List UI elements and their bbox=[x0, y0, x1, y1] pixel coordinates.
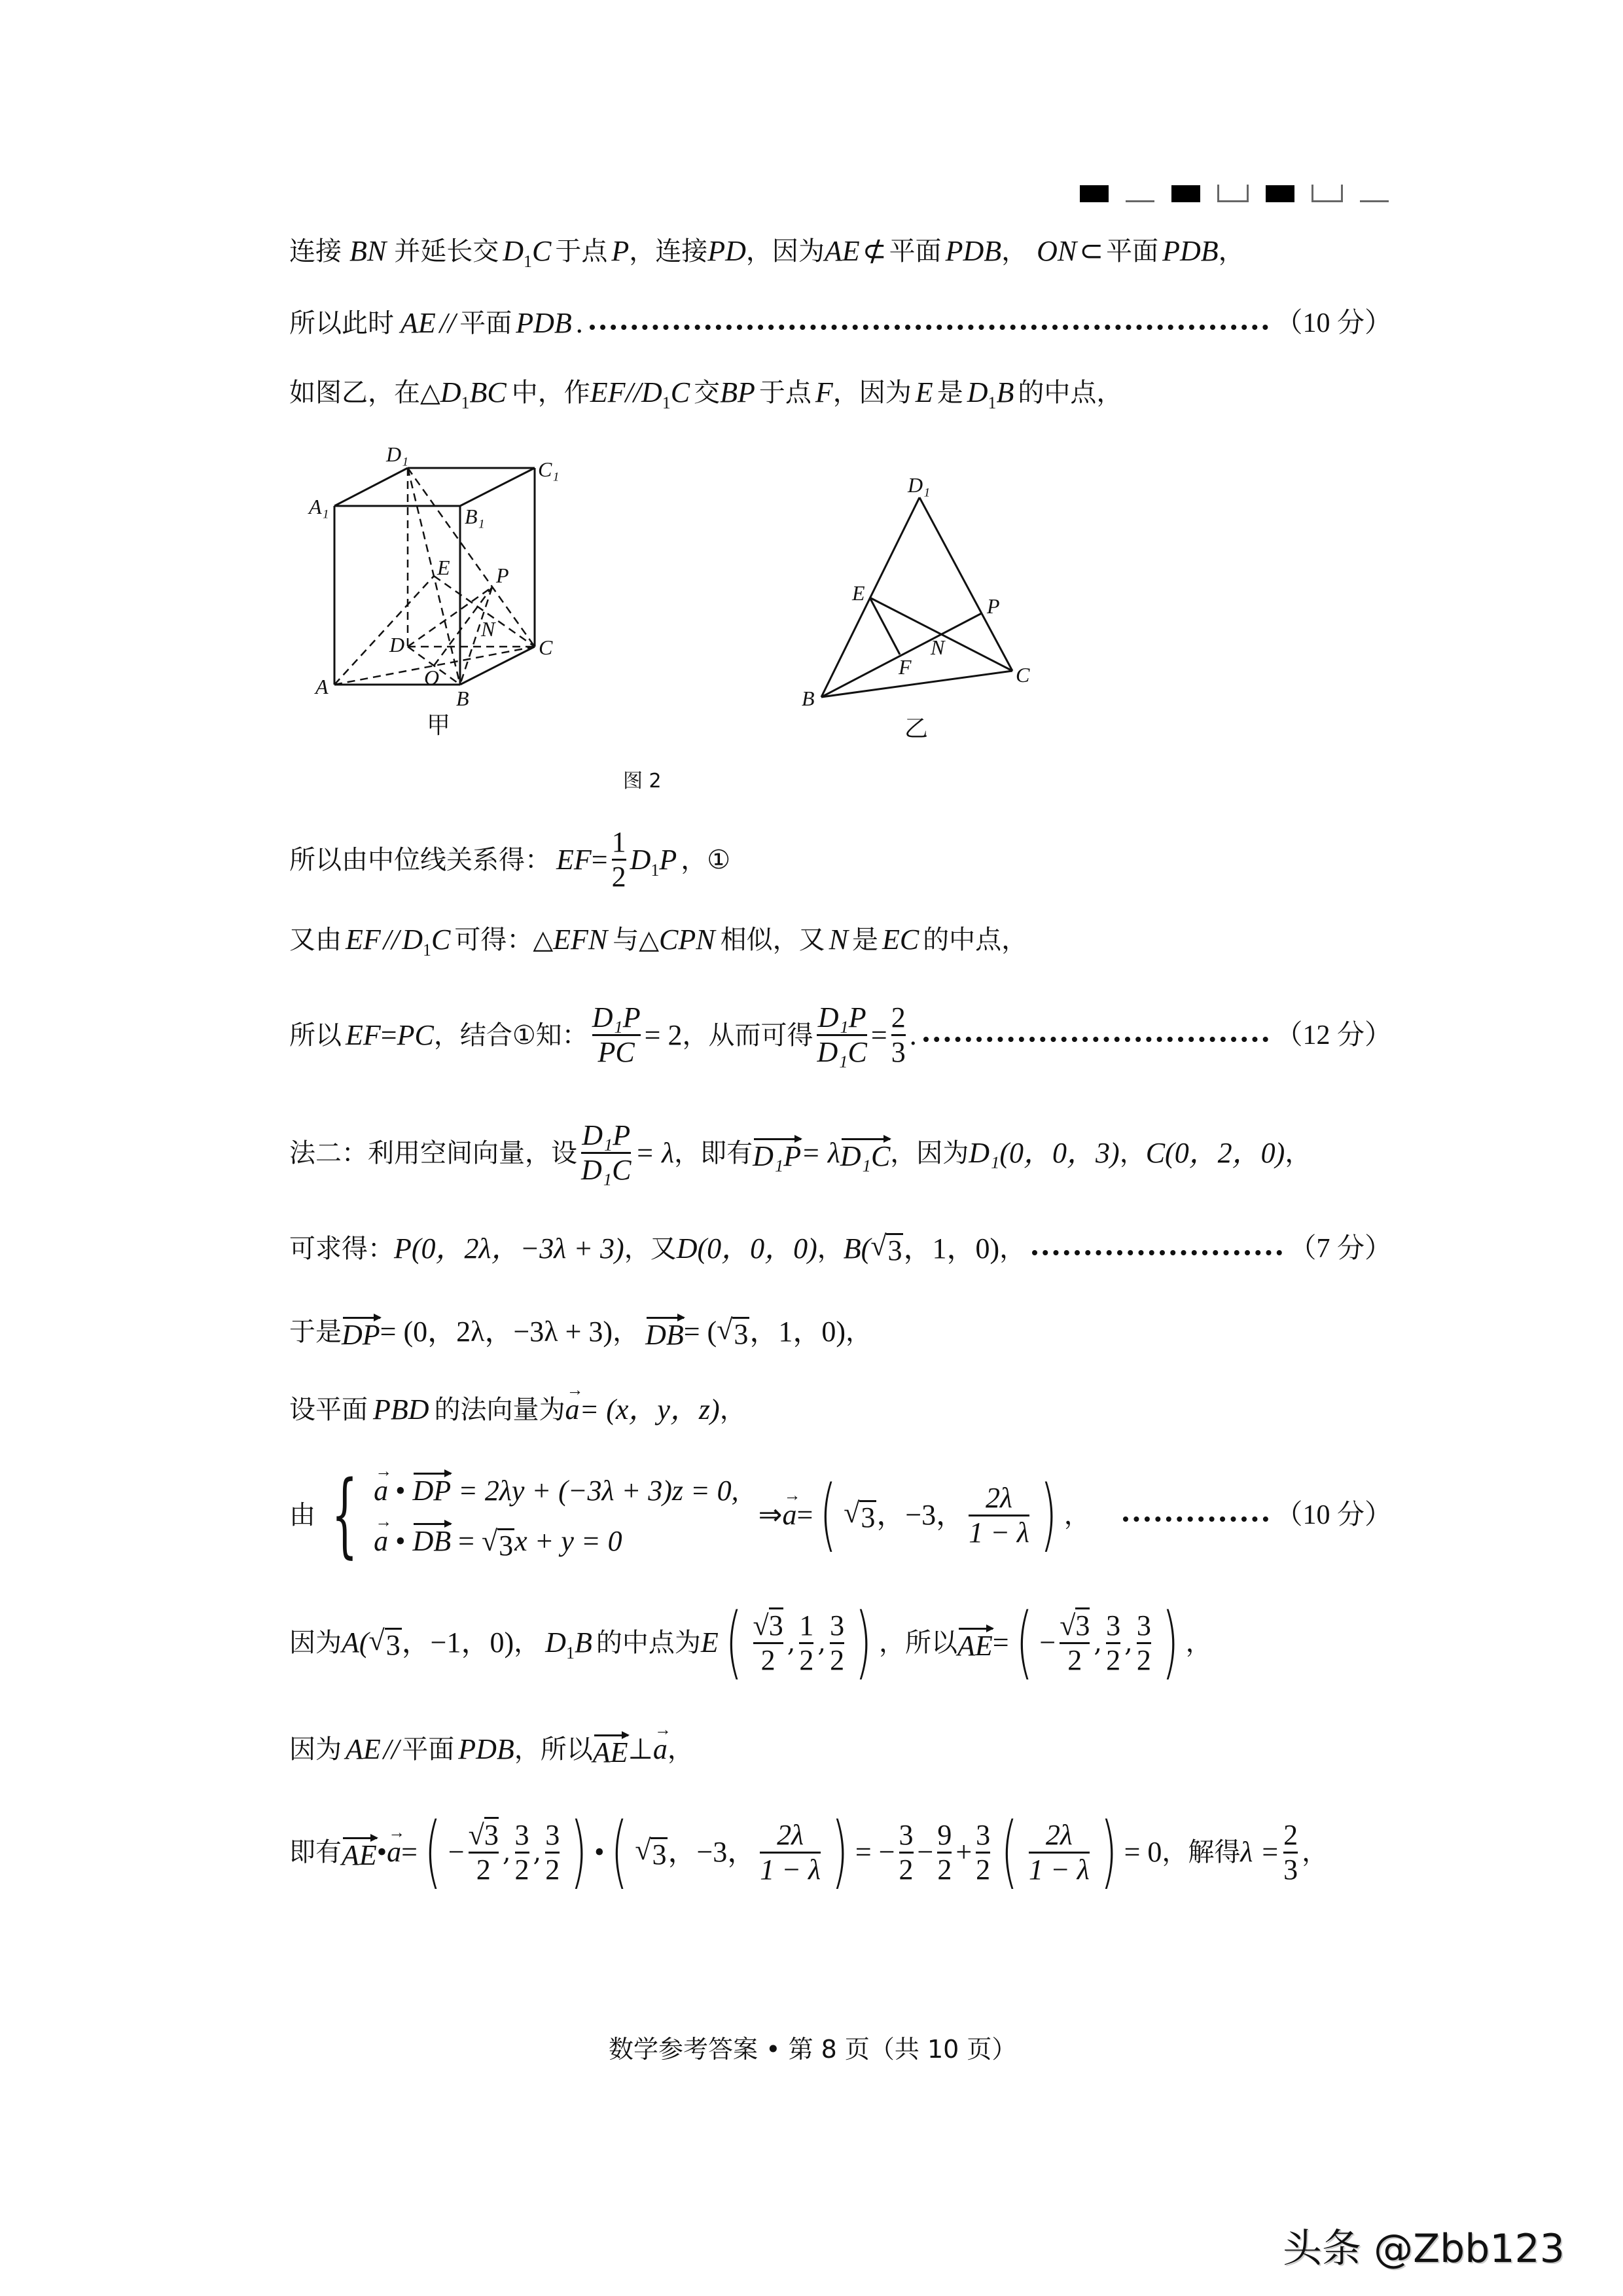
text-line-7 bbox=[289, 1119, 1311, 1187]
left-paren: ( bbox=[725, 1597, 743, 1688]
left-paren: ( bbox=[819, 1469, 837, 1560]
text: ， bbox=[514, 1628, 541, 1658]
text: ，结合①知： bbox=[433, 1020, 588, 1050]
equals: = bbox=[796, 1499, 813, 1531]
text: ， bbox=[1001, 236, 1028, 266]
math-var: EC bbox=[882, 924, 919, 956]
mark-filled bbox=[1266, 185, 1294, 202]
fraction: $\frac{\text{D₁P}}{PC}$ bbox=[592, 1001, 641, 1068]
figure-b-label: 乙 bbox=[904, 715, 929, 742]
point-coord: D₁(0，0，3) bbox=[969, 1136, 1120, 1169]
math-var: PDB bbox=[1162, 235, 1219, 267]
text: ， bbox=[613, 1317, 639, 1347]
text: ，连接 bbox=[629, 236, 708, 266]
text: 并延长交 bbox=[394, 236, 499, 266]
text-line-2 bbox=[289, 308, 1392, 339]
point-label-A: A bbox=[315, 675, 329, 698]
text: 如图乙，在△ bbox=[289, 378, 440, 408]
text: ， bbox=[1185, 1628, 1212, 1658]
implies-symbol: ⇒ bbox=[758, 1499, 783, 1531]
point-coord: D(0，0，0) bbox=[676, 1232, 817, 1265]
text: 即有 bbox=[289, 1837, 342, 1867]
dot-product: • bbox=[376, 1836, 387, 1868]
text: . bbox=[909, 1018, 917, 1051]
math-var: F bbox=[815, 376, 833, 408]
point-label-D: D bbox=[389, 633, 405, 656]
vector-AE: AE bbox=[342, 1833, 377, 1871]
text-line-11 bbox=[289, 1462, 1392, 1568]
math-expr: ，−3， bbox=[876, 1499, 965, 1531]
fraction: $\frac{2}{3}$ bbox=[891, 1001, 906, 1068]
text: ，因为 bbox=[890, 1138, 969, 1168]
math-var: $D_1B$ bbox=[967, 376, 1014, 412]
text: 中，作 bbox=[511, 378, 590, 408]
right-paren: ) bbox=[831, 1806, 849, 1897]
plus: + bbox=[955, 1836, 972, 1868]
text: 相似，又 bbox=[720, 925, 825, 955]
text-line-5 bbox=[289, 924, 1028, 960]
text: 是 bbox=[851, 925, 878, 955]
equals: = bbox=[992, 1626, 1009, 1659]
point-label-C: C bbox=[1016, 663, 1030, 687]
math-var: PDB bbox=[458, 1733, 514, 1765]
math-var: $D_1C$ bbox=[402, 924, 451, 960]
math-var: AE bbox=[346, 1733, 381, 1765]
fraction: $\frac{3}{2}$ bbox=[830, 1609, 845, 1676]
vector-DB: DB bbox=[645, 1313, 684, 1351]
text: 连接 bbox=[289, 236, 342, 266]
text-line-8 bbox=[289, 1230, 1392, 1266]
dot-leader bbox=[590, 325, 1269, 330]
fraction: $\frac{1}{2}$ bbox=[611, 826, 626, 893]
fraction: $\frac{3}{2}$ bbox=[545, 1818, 560, 1886]
fraction: $\frac{\text{D₁P}}{\text{D₁C}}$ bbox=[581, 1119, 632, 1186]
dot-leader bbox=[1032, 1250, 1282, 1255]
text-line-9 bbox=[289, 1313, 872, 1351]
parallel-symbol: // bbox=[625, 376, 641, 408]
point-coord: A( bbox=[342, 1626, 369, 1659]
point-label-B: B bbox=[802, 687, 815, 710]
fraction: $\frac{9}{2}$ bbox=[937, 1818, 952, 1886]
math-var: AE bbox=[824, 235, 860, 267]
math-var: EFN bbox=[553, 924, 608, 956]
fraction: $\frac{2\lambda}{1 - \lambda}$ bbox=[969, 1481, 1029, 1549]
math-var: BN bbox=[349, 235, 387, 267]
text: ， bbox=[1063, 1500, 1090, 1530]
vector-D1C: D₁C bbox=[840, 1134, 890, 1172]
equation-system bbox=[374, 1469, 739, 1562]
text: ， bbox=[1285, 1138, 1311, 1168]
score-label: （10 分） bbox=[1275, 1500, 1392, 1530]
equals: = 0 bbox=[1124, 1836, 1162, 1868]
fraction: $\frac{2\lambda}{1 - \lambda}$ bbox=[1029, 1818, 1090, 1886]
text: 由 bbox=[289, 1500, 315, 1530]
text: 的中点为 bbox=[596, 1628, 701, 1658]
point-label-B1: B₁ bbox=[465, 505, 485, 528]
point-label-F: F bbox=[899, 655, 912, 679]
parallel-symbol: // bbox=[383, 924, 400, 956]
right-paren: ) bbox=[1100, 1806, 1118, 1897]
text: 于点 bbox=[758, 378, 812, 408]
text: ，即有 bbox=[674, 1138, 753, 1168]
sqrt: √ 3 bbox=[635, 1833, 667, 1871]
mark-open bbox=[1217, 185, 1249, 202]
text: 法二：利用空间向量，设 bbox=[289, 1138, 577, 1168]
text: ， bbox=[1119, 1138, 1146, 1168]
text: 平面 bbox=[1106, 236, 1159, 266]
left-paren: ( bbox=[611, 1806, 628, 1897]
point-coord: P(0，2λ，−3λ + 3) bbox=[394, 1232, 624, 1265]
equation-row-1: → a • DP = 2λy + (−3λ + 3)z = 0, bbox=[374, 1469, 739, 1507]
text: ， bbox=[667, 1734, 694, 1765]
right-paren: ) bbox=[1040, 1469, 1058, 1560]
fraction: $\frac{√3}{2}$ bbox=[469, 1819, 499, 1886]
fraction: $\frac{2\lambda}{1 - \lambda}$ bbox=[760, 1818, 821, 1886]
math-var: PBD bbox=[373, 1393, 429, 1426]
fraction: $\frac{3}{2}$ bbox=[514, 1818, 529, 1886]
right-paren: ) bbox=[1162, 1597, 1179, 1688]
math-var: PC bbox=[397, 1018, 434, 1051]
fraction: $\frac{3}{2}$ bbox=[1136, 1609, 1151, 1676]
point-label-B: B bbox=[456, 687, 469, 710]
point-coord: B( bbox=[843, 1232, 871, 1265]
text: ，又 bbox=[624, 1233, 677, 1264]
text: ，解得 bbox=[1162, 1837, 1241, 1867]
text: ，所以 bbox=[514, 1734, 593, 1765]
not-subset-symbol: ⊄ bbox=[862, 235, 887, 267]
mark-filled bbox=[1171, 185, 1200, 202]
text: 所以 bbox=[289, 1020, 342, 1050]
point-coord: ，1，0) bbox=[903, 1232, 1000, 1265]
text: 所以由中位线关系得： bbox=[289, 844, 551, 875]
score-label: （10 分） bbox=[1275, 308, 1392, 338]
text: 平面 bbox=[459, 308, 512, 338]
text: 是 bbox=[936, 378, 963, 408]
text: 的中点， bbox=[923, 925, 1028, 955]
equation-row-2: → a • DB = √ 3 x + y = 0 bbox=[374, 1519, 739, 1562]
math-expr: ，1，0) bbox=[749, 1316, 846, 1348]
math-var: $D_1C$ bbox=[641, 376, 690, 412]
text: 所以此时 bbox=[289, 308, 394, 338]
fraction: $\frac{3}{2}$ bbox=[976, 1818, 991, 1886]
math-var: EF bbox=[556, 843, 592, 876]
point-label-E: E bbox=[437, 556, 450, 579]
vector-a: → a bbox=[653, 1734, 668, 1765]
math-expr: = (x，y，z) bbox=[579, 1393, 720, 1426]
point-label-A1: A₁ bbox=[309, 495, 329, 518]
point-label-D1: D₁ bbox=[386, 442, 409, 466]
header-marks bbox=[1080, 183, 1389, 202]
figure-caption: 图 2 bbox=[623, 770, 662, 793]
text: ， bbox=[999, 1233, 1026, 1264]
math-var: EF bbox=[590, 376, 626, 408]
equals: = bbox=[380, 1018, 397, 1051]
math-var: $D_1BC$ bbox=[440, 376, 507, 412]
sqrt: √ 3 bbox=[844, 1496, 876, 1534]
text: 因为 bbox=[289, 1734, 342, 1765]
dot-product: • bbox=[594, 1836, 605, 1868]
text: 交 bbox=[694, 378, 721, 408]
parallel-symbol: // bbox=[383, 1733, 400, 1765]
text: 因为 bbox=[289, 1628, 342, 1658]
fraction: $\frac{3}{2}$ bbox=[1106, 1609, 1121, 1676]
left-brace: { bbox=[331, 1462, 358, 1568]
vector-a: → a bbox=[387, 1837, 401, 1868]
text: 平面 bbox=[889, 236, 942, 266]
math-expr: ，−3， bbox=[668, 1836, 757, 1868]
text: . bbox=[575, 307, 583, 339]
text: ，因为 bbox=[832, 378, 912, 408]
right-paren: ) bbox=[570, 1806, 588, 1897]
text-line-10 bbox=[289, 1394, 746, 1426]
math-var: PDB bbox=[516, 307, 572, 339]
text: ， bbox=[1302, 1837, 1329, 1867]
point-coord: C(0，2，0) bbox=[1145, 1136, 1285, 1169]
right-paren: ) bbox=[855, 1597, 872, 1688]
text-line-12: 因为 A( √ 3 ，−1，0) ， $D_1B$ 的中点为 E ( $\frac{√3}{2}$ , $\frac{1}{2}$ , $\frac{3}{2}$ ) ，所以 AE = ( − $\frac{√3}{2}$ , $\frac{3}{2}$ , $\frac{3}{2}$ ) ， bbox=[289, 1597, 1212, 1688]
equals: = 2 bbox=[644, 1018, 683, 1051]
point-label-D1: D₁ bbox=[908, 473, 931, 497]
math-expr: λ = bbox=[1240, 1836, 1280, 1868]
math-var: PD bbox=[707, 235, 746, 267]
vector-a: → a bbox=[783, 1499, 797, 1531]
fraction: $\frac{√3}{2}$ bbox=[1060, 1609, 1090, 1677]
perpendicular-symbol: ⊥ bbox=[628, 1733, 653, 1765]
text: 于是 bbox=[289, 1317, 342, 1347]
math-var: ON bbox=[1037, 235, 1077, 267]
text: 于点 bbox=[555, 236, 608, 266]
mark-dotted bbox=[1360, 183, 1389, 202]
math-expr: = (0，2λ，−3λ + 3) bbox=[380, 1316, 613, 1348]
text: ，因为 bbox=[745, 236, 825, 266]
text: 又由 bbox=[289, 925, 342, 955]
sqrt: √ 3 bbox=[870, 1230, 902, 1266]
subset-symbol: ⊂ bbox=[1079, 235, 1104, 267]
math-var: E bbox=[915, 376, 933, 408]
point-label-N: N bbox=[931, 636, 945, 659]
parallel-symbol: // bbox=[439, 307, 456, 339]
math-var: EF bbox=[346, 1018, 381, 1051]
math-var: E bbox=[700, 1626, 719, 1659]
equals: = − bbox=[855, 1836, 895, 1868]
left-paren: ( bbox=[1001, 1806, 1018, 1897]
text-line-13 bbox=[289, 1731, 694, 1768]
point-label-N: N bbox=[481, 617, 495, 641]
text: ， bbox=[719, 1395, 746, 1425]
equals: = bbox=[870, 1018, 887, 1051]
text: 平面 bbox=[402, 1734, 455, 1765]
math-var: N bbox=[829, 924, 848, 956]
text: 设平面 bbox=[289, 1395, 368, 1425]
equals: = λ bbox=[801, 1136, 840, 1169]
mark-filled bbox=[1080, 185, 1109, 202]
math-expr: = ( bbox=[683, 1316, 717, 1348]
text: ， bbox=[1218, 236, 1245, 266]
vector-a: → a bbox=[565, 1394, 580, 1426]
figure-a-label: 甲 bbox=[427, 712, 451, 739]
text-line-1 bbox=[289, 235, 1245, 271]
text: 与△ bbox=[613, 925, 659, 955]
sqrt: √ 3 bbox=[368, 1624, 401, 1661]
text-line-14: 即有 AE • → a = ( − $\frac{√3}{2}$ , $\frac{3}{2}$ , $\frac{3}{2}$ ) • ( √ 3 ，−3， $\frac{2\lambda}{1 - \lambda}$ ) = − $\frac{3}{2}$ − $\frac{9}{2}$ + $\frac{3}{2}$ ( $\frac{2\lambda}{1 - \lambda}$ ) = 0 ，解得 λ = $\frac{2}{3}$ ， bbox=[289, 1813, 1328, 1892]
point-label-C: C bbox=[539, 636, 553, 659]
dot-leader bbox=[923, 1037, 1269, 1042]
score-label: （7 分） bbox=[1289, 1233, 1392, 1264]
point-coord: ，−1，0) bbox=[401, 1626, 514, 1659]
fraction: $\frac{\text{D₁P}}{\text{D₁C}}$ bbox=[817, 1001, 867, 1068]
vector-AE: AE bbox=[957, 1624, 993, 1662]
math-var: PDB bbox=[945, 235, 1002, 267]
text: ， bbox=[846, 1317, 872, 1347]
point-label-C1: C₁ bbox=[538, 457, 560, 481]
math-var: CPN bbox=[659, 924, 715, 956]
text: 可得：△ bbox=[454, 925, 554, 955]
fraction: $\frac{1}{2}$ bbox=[799, 1609, 814, 1676]
math-var: $D_1B$ bbox=[545, 1626, 592, 1662]
fraction: $\frac{√3}{2}$ bbox=[753, 1609, 783, 1677]
vector-DP: DP bbox=[342, 1313, 380, 1351]
point-label-P: P bbox=[496, 564, 509, 587]
equals: = bbox=[401, 1836, 418, 1868]
math-var: $D_1P$ bbox=[630, 843, 677, 880]
vector-D1P: D₁P bbox=[753, 1134, 801, 1172]
figure-b-triangle bbox=[779, 445, 1054, 746]
text: 的中点， bbox=[1018, 378, 1123, 408]
math-var: BP bbox=[720, 376, 755, 408]
sqrt: √ 3 bbox=[717, 1313, 749, 1350]
text: 可求得： bbox=[289, 1233, 394, 1264]
text: ，① bbox=[681, 844, 731, 875]
point-label-E: E bbox=[852, 581, 865, 605]
left-paren: ( bbox=[1016, 1597, 1033, 1688]
watermark: 头条 @Zbb123 bbox=[1283, 2226, 1565, 2272]
page-footer: 数学参考答案 • 第 8 页（共 10 页） bbox=[609, 2035, 1017, 2064]
text: 的法向量为 bbox=[434, 1395, 565, 1425]
text: ，所以 bbox=[878, 1628, 957, 1658]
math-var: AE bbox=[401, 307, 436, 339]
vector-AE: AE bbox=[593, 1731, 628, 1768]
point-label-O: O bbox=[424, 666, 440, 689]
text-line-3 bbox=[289, 376, 1123, 412]
text: ，从而可得 bbox=[682, 1020, 813, 1050]
equals: = λ bbox=[635, 1136, 675, 1169]
score-label: （12 分） bbox=[1275, 1020, 1392, 1050]
left-paren: ( bbox=[424, 1806, 442, 1897]
fraction: $\frac{3}{2}$ bbox=[899, 1818, 914, 1886]
mark-open bbox=[1311, 185, 1343, 202]
fraction: $\frac{2}{3}$ bbox=[1283, 1818, 1298, 1886]
mark-dotted bbox=[1126, 183, 1154, 202]
math-var: P bbox=[611, 235, 630, 267]
text: ， bbox=[817, 1233, 844, 1264]
equals: = bbox=[591, 843, 608, 876]
minus: − bbox=[917, 1836, 934, 1868]
text-line-4 bbox=[289, 826, 730, 893]
text-line-6 bbox=[289, 1001, 1392, 1069]
math-var: $D_1C$ bbox=[503, 235, 552, 271]
point-label-P: P bbox=[987, 594, 1000, 618]
math-var: EF bbox=[346, 924, 381, 956]
dot-leader bbox=[1123, 1516, 1269, 1522]
figure-a-cuboid bbox=[301, 432, 576, 746]
